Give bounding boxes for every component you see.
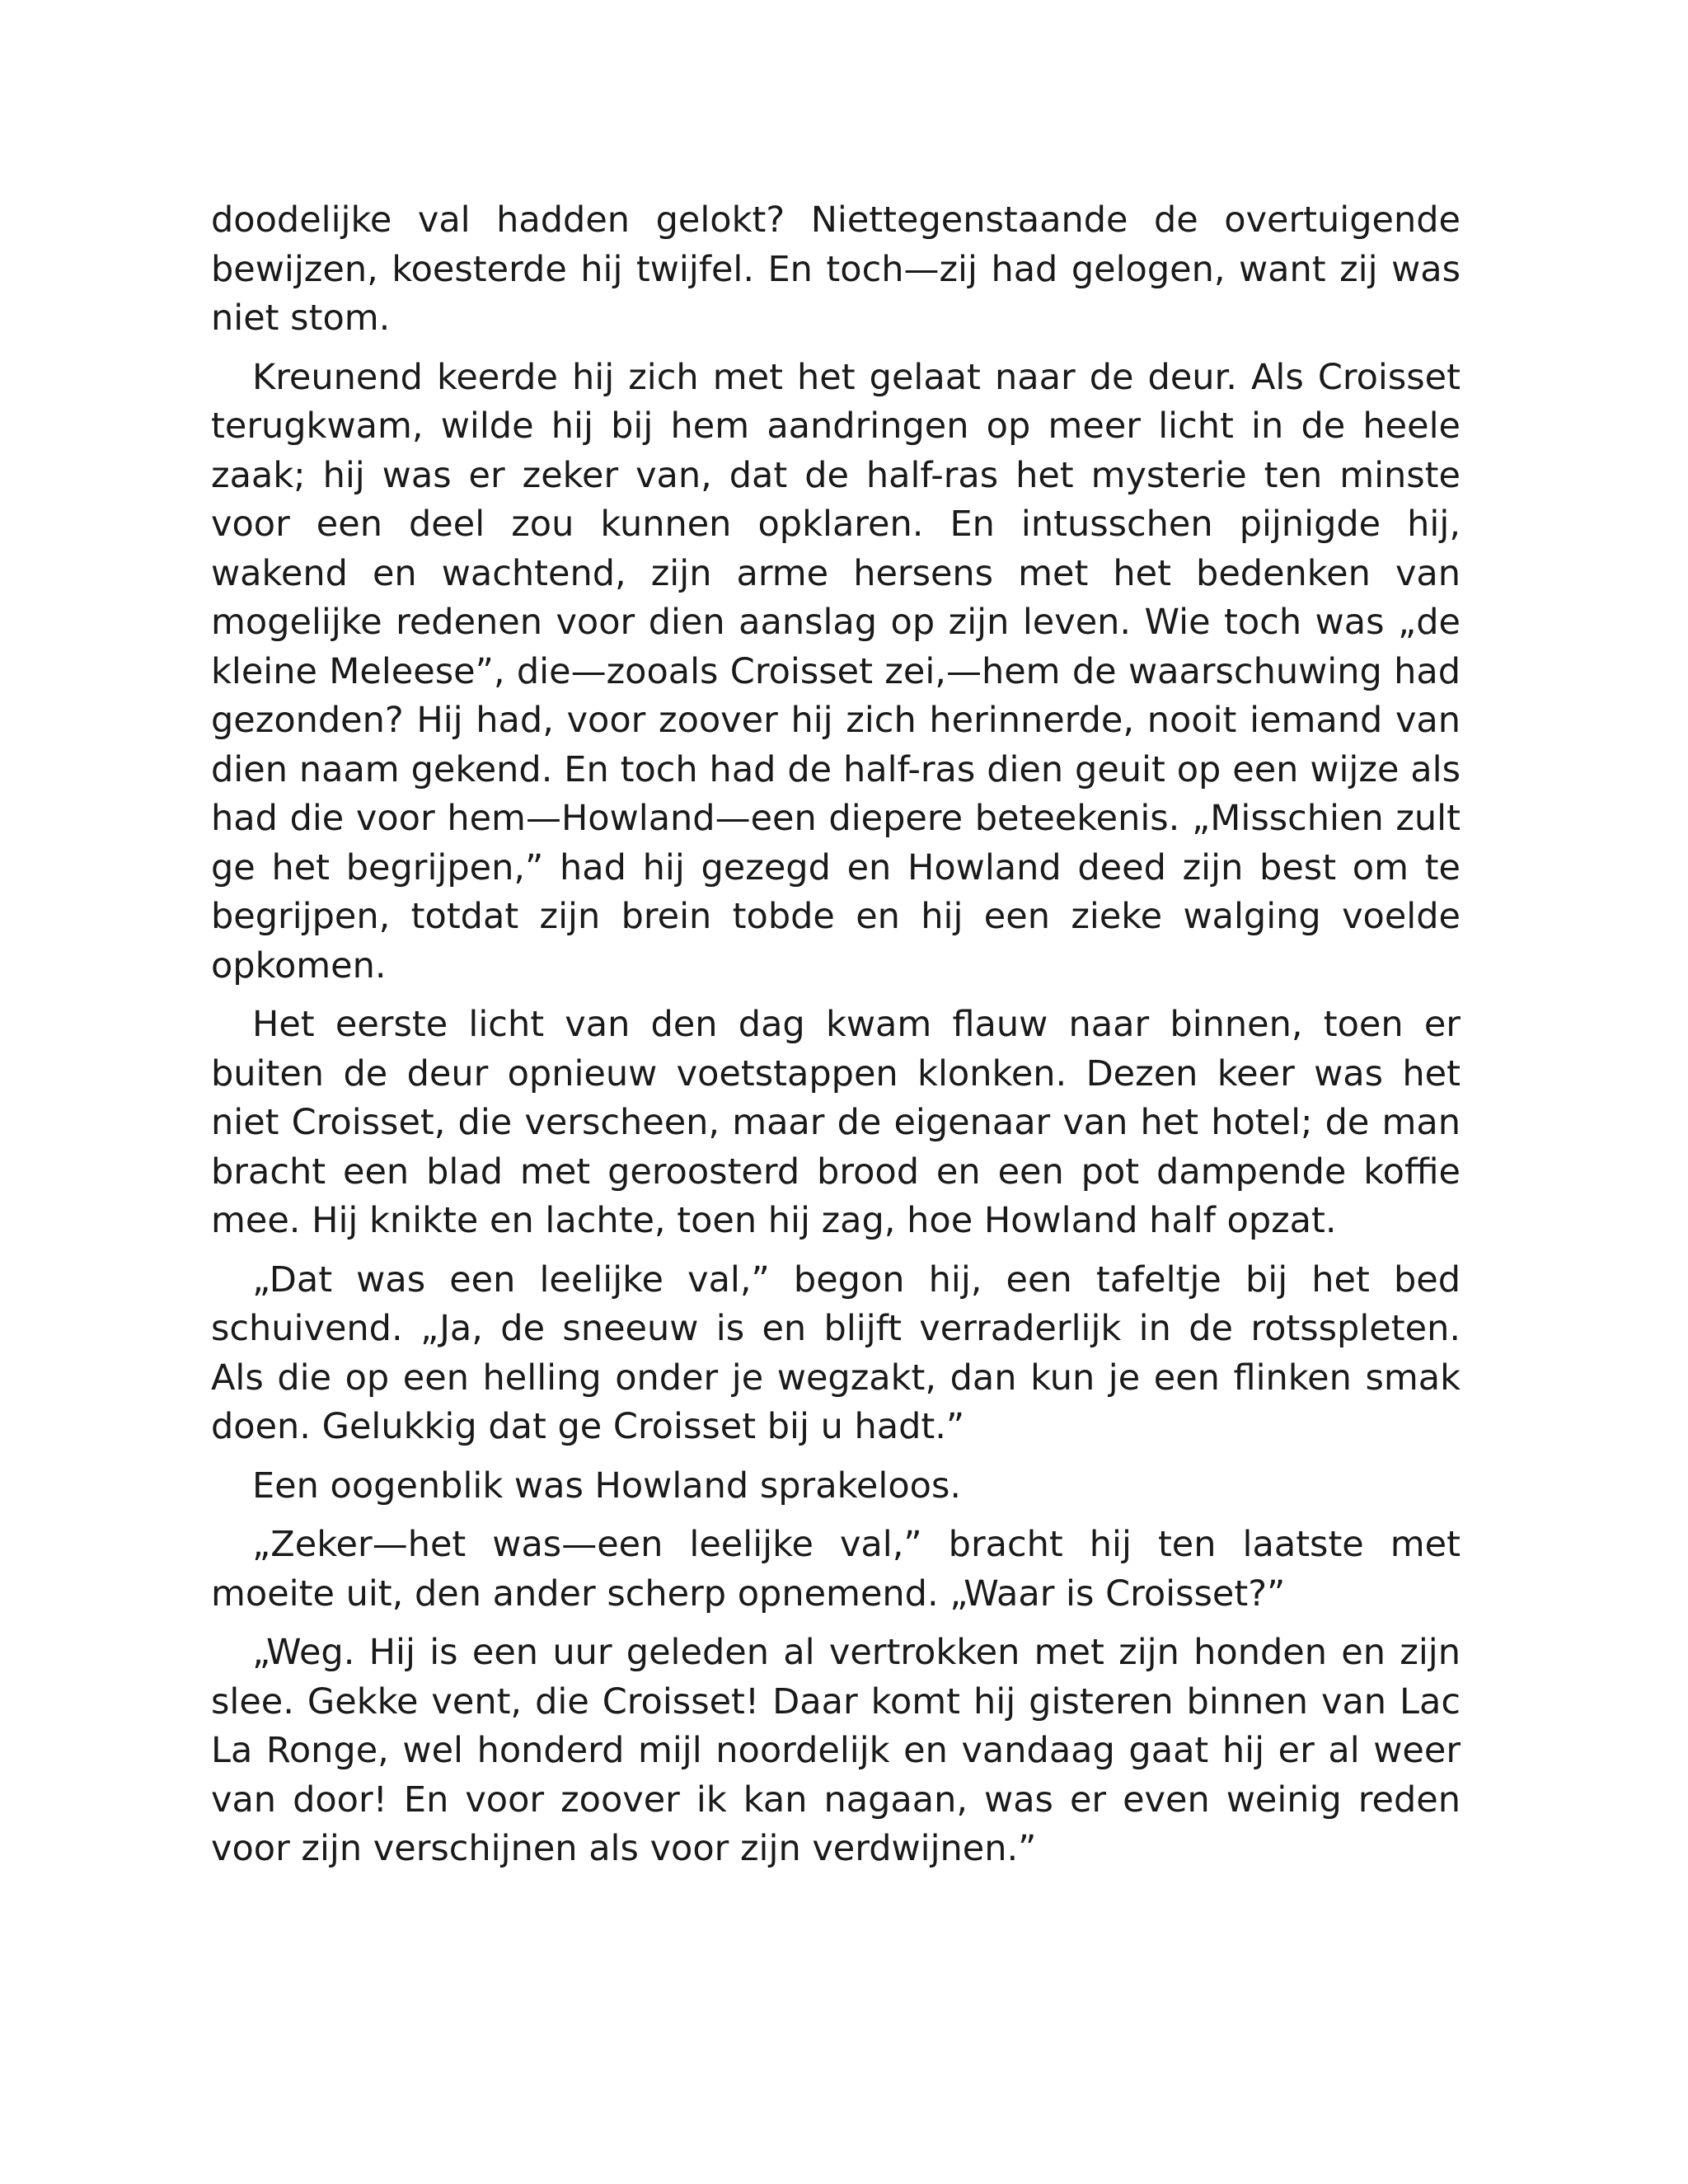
paragraph: Een oogenblik was Howland sprakeloos. <box>252 1465 962 1507</box>
paragraph: Kreunend keerde hij zich met het gelaat naar de deur. Als Croisset terugkwam, wilde hij bij hem aandringen op meer licht in de heele zaak; hij was er zeker van, dat de half-ras het mysterie ten minste voor een deel zou kunnen opklaren. En intusschen pijnigde hij, wakend en wachtend, zijn arme hersens met het bedenken van mogelijke redenen voor dien aanslag op zijn leven. Wie toch was „de kleine Meleese”, die—zooals Croisset zei,—hem de waarschuwing had gezonden? Hij had, voor zoover hij zich herinnerde, nooit iemand van dien naam gekend. En toch had de half-ras dien geuit op een wijze als had die voor hem—Howland—een diepere beteekenis. „Misschien zult ge het begrijpen,” had hij gezegd en Howland deed zijn best om te begrijpen, totdat zijn brein tobde en hij een zieke walging voelde opkomen. <box>211 356 1461 987</box>
page-body <box>211 196 1461 1884</box>
paragraph: „Dat was een leelijke val,” begon hij, een tafeltje bij het bed schuivend. „Ja, de sneeuw is en blijft verraderlijk in de rotsspleten. Als die op een helling onder je wegzakt, dan kun je een flinken smak doen. Gelukkig dat ge Croisset bij u hadt.” <box>211 1258 1461 1447</box>
paragraph-continuation: doodelijke val hadden gelokt? Niettegenstaande de overtuigende bewijzen, koesterde hij twijfel. En toch—zij had gelogen, want zij was niet stom. <box>211 199 1461 339</box>
paragraph: „Zeker—het was—een leelijke val,” bracht hij ten laatste met moeite uit, den ander scherp opnemend. „Waar is Croisset?” <box>211 1524 1461 1615</box>
paragraph: „Weg. Hij is een uur geleden al vertrokken met zijn honden en zijn slee. Gekke vent, die Croisset! Daar komt hij gisteren binnen van Lac La Ronge, wel honderd mijl noordelijk en vandaag gaat hij er al weer van door! En voor zoover ik kan nagaan, was er even weinig reden voor zijn verschijnen als voor zijn verdwijnen.” <box>211 1632 1461 1869</box>
paragraph: Het eerste licht van den dag kwam flauw naar binnen, toen er buiten de deur opnieuw voetstappen klonken. Dezen keer was het niet Croisset, die verscheen, maar de eigenaar van het hotel; de man bracht een blad met geroosterd brood en een pot dampende koffie mee. Hij knikte en lachte, toen hij zag, hoe Howland half opzat. <box>211 1004 1461 1241</box>
